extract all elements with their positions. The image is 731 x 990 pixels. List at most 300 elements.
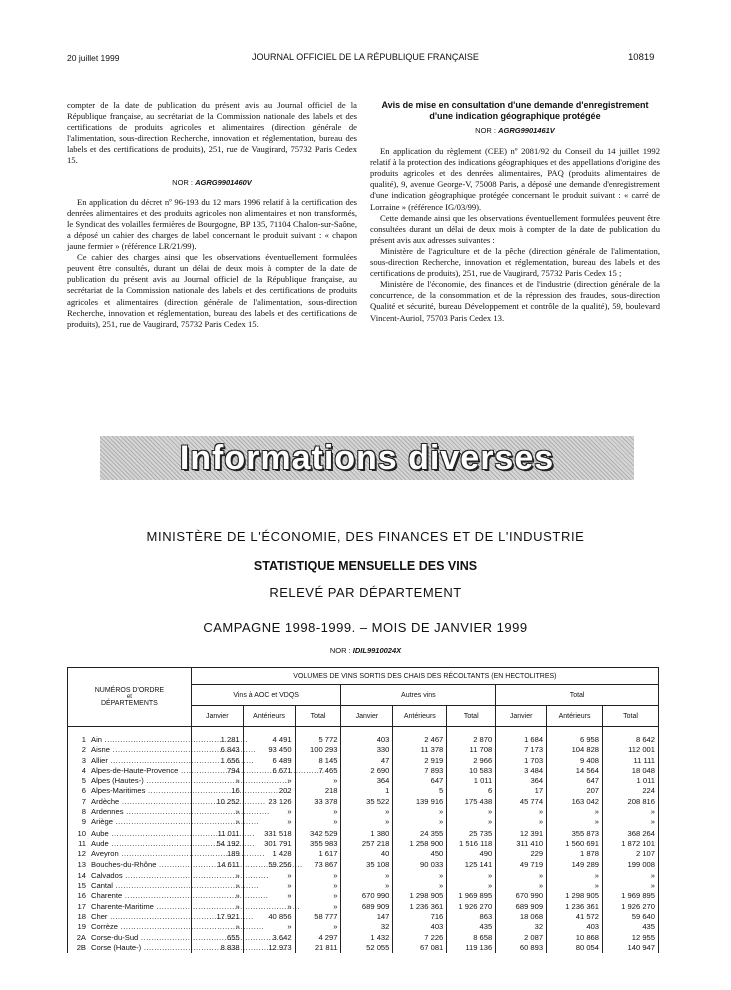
volume-cell: 4 491 bbox=[243, 735, 295, 745]
department-name: Charente-Maritime ..... bbox=[91, 902, 157, 912]
department-name: Ain ..... bbox=[91, 735, 157, 745]
volume-cell: 368 264 bbox=[603, 828, 659, 839]
volume-cell: 18 068 bbox=[496, 912, 547, 922]
department-name: Alpes (Hautes-) ..... bbox=[91, 776, 157, 786]
volume-cell: 12 955 bbox=[603, 933, 659, 943]
volume-cell: 403 bbox=[393, 922, 447, 932]
volume-cell: » bbox=[447, 817, 496, 827]
volume-cell: » bbox=[243, 922, 295, 932]
volume-cell: » bbox=[603, 870, 659, 881]
table-nor-line bbox=[0, 646, 731, 655]
table-row bbox=[68, 797, 659, 807]
department-cell bbox=[68, 807, 192, 817]
table-row bbox=[68, 745, 659, 755]
volume-cell: 60 893 bbox=[496, 943, 547, 953]
volume-cell: 1 428 bbox=[243, 849, 295, 859]
volume-cell: 1 298 905 bbox=[393, 891, 447, 901]
volume-cell: 2 690 bbox=[341, 766, 393, 776]
volume-cell: » bbox=[243, 902, 295, 912]
volume-cell: 311 410 bbox=[496, 839, 547, 849]
department-number: 13 bbox=[77, 859, 86, 869]
department-cell bbox=[68, 870, 192, 881]
department-name: Corse-du-Sud ..... bbox=[91, 933, 157, 943]
volume-cell: 647 bbox=[547, 776, 603, 786]
volume-cell: » bbox=[496, 817, 547, 827]
left-paragraph-3: Ce cahier des charges ainsi que les observations éventuellement formulées peuvent être consultés, durant un délai de deux mois à compter de la date de publication du présent avis au Journal officiel de la République française, au secrétariat de la Commission nationale des labels et des certifications de produits agricoles et alimentaires (direction générale de l'alimentation, sous-direction Recherche, innovation et réglementation, bureau des labels et des certifications de produits), 251, rue de Vaugirard, 75732 Paris Cedex 15. bbox=[67, 252, 357, 329]
department-number: 6 bbox=[81, 786, 86, 796]
volume-cell: 689 909 bbox=[341, 902, 393, 912]
volume-cell: 670 990 bbox=[496, 891, 547, 901]
volume-cell: 33 378 bbox=[295, 797, 341, 807]
department-number: 17 bbox=[77, 901, 86, 911]
table-row bbox=[68, 849, 659, 859]
department-number: 2A bbox=[76, 932, 86, 942]
volume-cell: 2 966 bbox=[447, 756, 496, 766]
table-row bbox=[68, 756, 659, 766]
volume-cell: » bbox=[603, 807, 659, 817]
volume-cell: 9 408 bbox=[547, 756, 603, 766]
volume-cell: 2 107 bbox=[603, 849, 659, 859]
volume-cell: 52 055 bbox=[341, 943, 393, 953]
volume-cell: 23 126 bbox=[243, 797, 295, 807]
right-nor-label: NOR : bbox=[475, 126, 497, 135]
right-paragraph-3: Ministère de l'agriculture et de la pêche (direction générale de l'alimentation, sous-direction Recherche, innovation et réglementation, bureau des labels et des certifications de produits), 251, rue de Vaugirard, 75732 Paris Cedex 15 ; bbox=[370, 245, 660, 279]
volume-cell: » bbox=[341, 817, 393, 827]
volume-cell: » bbox=[295, 776, 341, 786]
volume-cell: 7 226 bbox=[393, 933, 447, 943]
department-cell bbox=[68, 745, 192, 755]
department-name: Aude ..... bbox=[91, 839, 157, 849]
department-number: 2 bbox=[81, 745, 86, 755]
volume-cell: 1 516 118 bbox=[447, 839, 496, 849]
volume-cell: 1 011 bbox=[447, 776, 496, 786]
department-column-header bbox=[68, 668, 192, 727]
department-name: Ardennes ..... bbox=[91, 807, 157, 817]
volume-cell: 670 990 bbox=[341, 891, 393, 901]
volume-cell: 6 843 bbox=[191, 745, 243, 755]
volume-cell: 355 873 bbox=[547, 828, 603, 839]
volume-cell: 257 218 bbox=[341, 839, 393, 849]
volume-cell: 35 108 bbox=[341, 860, 393, 870]
table-row bbox=[68, 912, 659, 922]
volume-cell: 301 791 bbox=[243, 839, 295, 849]
volume-cell: » bbox=[496, 807, 547, 817]
volume-cell: 4 297 bbox=[295, 933, 341, 943]
department-cell bbox=[68, 881, 192, 891]
subheader-janvier: Janvier bbox=[341, 706, 393, 727]
volume-cell: 67 081 bbox=[393, 943, 447, 953]
volume-cell: 45 774 bbox=[496, 797, 547, 807]
volume-cell: » bbox=[295, 870, 341, 881]
table-nor-code: IDIL9910024X bbox=[352, 646, 402, 655]
volume-cell: 364 bbox=[496, 776, 547, 786]
subheader-anterieurs: Antérieurs bbox=[547, 706, 603, 727]
statistics-subtitle: RELEVÉ PAR DÉPARTEMENT bbox=[269, 585, 462, 600]
right-column bbox=[370, 100, 660, 324]
volume-cell: » bbox=[603, 817, 659, 827]
volume-cell: 8 642 bbox=[603, 735, 659, 745]
volume-cell: 208 816 bbox=[603, 797, 659, 807]
volume-cell: 3 642 bbox=[243, 933, 295, 943]
department-cell bbox=[68, 756, 192, 766]
volume-cell: 647 bbox=[393, 776, 447, 786]
volume-cell: » bbox=[547, 870, 603, 881]
department-number: 14 bbox=[77, 870, 86, 880]
volume-cell: 100 293 bbox=[295, 745, 341, 755]
department-cell bbox=[68, 817, 192, 827]
volume-cell: » bbox=[191, 891, 243, 901]
volume-cell: 147 bbox=[341, 912, 393, 922]
volume-cell: 435 bbox=[447, 922, 496, 932]
volume-cell: » bbox=[243, 870, 295, 881]
volume-cell: » bbox=[243, 776, 295, 786]
volume-cell: » bbox=[496, 870, 547, 881]
table-row bbox=[68, 891, 659, 901]
subheader-janvier: Janvier bbox=[496, 706, 547, 727]
volume-cell: 1 bbox=[341, 786, 393, 796]
volume-cell: 73 867 bbox=[295, 860, 341, 870]
volume-cell: 403 bbox=[341, 735, 393, 745]
department-name: Cantal ..... bbox=[91, 881, 157, 891]
department-name: Alpes-Maritimes ..... bbox=[91, 786, 157, 796]
volume-cell: 59 256 bbox=[243, 860, 295, 870]
department-number: 7 bbox=[81, 796, 86, 806]
volume-cell: 17 921 bbox=[191, 912, 243, 922]
department-number: 10 bbox=[77, 828, 86, 838]
volume-cell: » bbox=[295, 922, 341, 932]
volume-cell: 139 916 bbox=[393, 797, 447, 807]
department-cell bbox=[68, 860, 192, 870]
volume-cell: 163 042 bbox=[547, 797, 603, 807]
volume-cell: 7 173 bbox=[496, 745, 547, 755]
volume-cell: 32 bbox=[496, 922, 547, 932]
department-name: Allier ..... bbox=[91, 756, 157, 766]
department-cell bbox=[68, 839, 192, 849]
volume-cell: 18 048 bbox=[603, 766, 659, 776]
table-row bbox=[68, 902, 659, 912]
volume-cell: 1 236 361 bbox=[393, 902, 447, 912]
volume-cell: » bbox=[341, 881, 393, 891]
volume-cell: » bbox=[295, 881, 341, 891]
department-name: Aveyron ..... bbox=[91, 849, 157, 859]
table-nor-label: NOR : bbox=[329, 646, 351, 655]
volume-cell: 189 bbox=[191, 849, 243, 859]
volume-cell: 2 870 bbox=[447, 735, 496, 745]
department-cell bbox=[68, 849, 192, 859]
volume-cell: 16 bbox=[191, 786, 243, 796]
volume-cell: 355 983 bbox=[295, 839, 341, 849]
department-cell bbox=[68, 766, 192, 776]
table-row bbox=[68, 766, 659, 776]
volume-cell: 8 658 bbox=[447, 933, 496, 943]
volume-cell: 1 617 bbox=[295, 849, 341, 859]
volume-cell: 1 969 895 bbox=[447, 891, 496, 901]
department-cell bbox=[68, 786, 192, 796]
volume-cell: » bbox=[191, 881, 243, 891]
volume-cell: 175 438 bbox=[447, 797, 496, 807]
volume-cell: 7 465 bbox=[295, 766, 341, 776]
group-header-aoc: Vins à AOC et VDQS bbox=[191, 685, 341, 706]
volume-cell: 47 bbox=[341, 756, 393, 766]
volume-cell: » bbox=[393, 817, 447, 827]
department-number: 4 bbox=[81, 765, 86, 775]
subheader-total: Total bbox=[603, 706, 659, 727]
department-number: 5 bbox=[81, 776, 86, 786]
volume-cell: » bbox=[191, 817, 243, 827]
department-cell bbox=[68, 797, 192, 807]
department-name: Ariège ..... bbox=[91, 817, 157, 827]
department-cell bbox=[68, 891, 192, 901]
volume-cell: » bbox=[295, 902, 341, 912]
volume-cell: 403 bbox=[547, 922, 603, 932]
volume-cell: » bbox=[341, 807, 393, 817]
volume-cell: » bbox=[447, 881, 496, 891]
volume-cell: » bbox=[191, 922, 243, 932]
department-number: 15 bbox=[77, 881, 86, 891]
department-cell bbox=[68, 933, 192, 943]
volume-cell: » bbox=[243, 881, 295, 891]
table-body bbox=[68, 727, 659, 954]
dept-header-line-3: DÉPARTEMENTS bbox=[100, 700, 158, 707]
volume-cell: » bbox=[393, 870, 447, 881]
volume-cell: 125 141 bbox=[447, 860, 496, 870]
group-header-other: Autres vins bbox=[341, 685, 496, 706]
table-row bbox=[68, 870, 659, 881]
volume-cell: 490 bbox=[447, 849, 496, 859]
volume-cell: 1 878 bbox=[547, 849, 603, 859]
volume-cell: » bbox=[447, 870, 496, 881]
volume-cell: 1 703 bbox=[496, 756, 547, 766]
volume-cell: 149 289 bbox=[547, 860, 603, 870]
volume-cell: 655 bbox=[191, 933, 243, 943]
table-row bbox=[68, 817, 659, 827]
left-column bbox=[67, 100, 357, 330]
subheader-total: Total bbox=[295, 706, 341, 727]
header-date: 20 juillet 1999 bbox=[67, 53, 120, 63]
volume-cell: 58 777 bbox=[295, 912, 341, 922]
volume-cell: 59 640 bbox=[603, 912, 659, 922]
department-number: 18 bbox=[77, 912, 86, 922]
volume-cell: 12 391 bbox=[496, 828, 547, 839]
volume-cell: 364 bbox=[341, 776, 393, 786]
right-nor-line bbox=[370, 125, 660, 136]
volume-cell: » bbox=[191, 870, 243, 881]
volume-cell: 11 011 bbox=[191, 828, 243, 839]
volume-cell: » bbox=[547, 817, 603, 827]
subheader-anterieurs: Antérieurs bbox=[243, 706, 295, 727]
volume-cell: » bbox=[341, 870, 393, 881]
volume-cell: 6 671 bbox=[243, 766, 295, 776]
volume-cell: 342 529 bbox=[295, 828, 341, 839]
volume-cell: 6 489 bbox=[243, 756, 295, 766]
volume-cell: » bbox=[547, 881, 603, 891]
department-number: 8 bbox=[81, 807, 86, 817]
volume-cell: 330 bbox=[341, 745, 393, 755]
volume-cell: 435 bbox=[603, 922, 659, 932]
volume-cell: » bbox=[191, 807, 243, 817]
volume-cell: 863 bbox=[447, 912, 496, 922]
volume-cell: 8 145 bbox=[295, 756, 341, 766]
table-row bbox=[68, 776, 659, 786]
volume-cell: » bbox=[393, 881, 447, 891]
department-cell bbox=[68, 922, 192, 932]
volume-cell: » bbox=[295, 891, 341, 901]
left-nor-code: AGRG9901460V bbox=[195, 177, 252, 187]
subheader-janvier: Janvier bbox=[191, 706, 243, 727]
volume-cell: 1 380 bbox=[341, 828, 393, 839]
department-cell bbox=[68, 943, 192, 953]
volumes-header: VOLUMES DE VINS SORTIS DES CHAIS DES RÉCOLTANTS (EN HECTOLITRES) bbox=[191, 668, 658, 685]
volume-cell: 1 432 bbox=[341, 933, 393, 943]
department-name: Aisne ..... bbox=[91, 745, 157, 755]
department-cell bbox=[68, 735, 192, 745]
volume-cell: 1 011 bbox=[603, 776, 659, 786]
department-cell bbox=[68, 776, 192, 786]
subheader-anterieurs: Antérieurs bbox=[393, 706, 447, 727]
volume-cell: 218 bbox=[295, 786, 341, 796]
right-paragraph-1: En application du règlement (CEE) nº 2081/92 du Conseil du 14 juillet 1992 relatif à la protection des indications géographiques et des appellations d'origine des produits agricoles et des denrées alimentaires, PAQ (produits alimentaires de qualité), 9, avenue George-V, 75008 Paris, a déposé une demande d'enregistrement d'une indication géographique protégée concernant le produit suivant : « carré de Lorraine » (référence IG/03/99). bbox=[370, 146, 660, 212]
volume-cell: » bbox=[393, 807, 447, 817]
volume-cell: 2 087 bbox=[496, 933, 547, 943]
table-row bbox=[68, 881, 659, 891]
volume-cell: 2 467 bbox=[393, 735, 447, 745]
header-journal-title: JOURNAL OFFICIEL DE LA RÉPUBLIQUE FRANÇAISE bbox=[252, 52, 479, 62]
volume-cell: » bbox=[603, 881, 659, 891]
volume-cell: 10 252 bbox=[191, 797, 243, 807]
volume-cell: 93 450 bbox=[243, 745, 295, 755]
volume-cell: » bbox=[243, 817, 295, 827]
table-row bbox=[68, 735, 659, 745]
volume-cell: 1 872 101 bbox=[603, 839, 659, 849]
department-name: Calvados ..... bbox=[91, 871, 157, 881]
volume-cell: 11 708 bbox=[447, 745, 496, 755]
header-page-number: 10819 bbox=[628, 52, 655, 63]
table-row bbox=[68, 922, 659, 932]
campaign-heading: CAMPAGNE 1998-1999. – MOIS DE JANVIER 1999 bbox=[203, 620, 528, 635]
volume-cell: 11 378 bbox=[393, 745, 447, 755]
department-name: Bouches-du-Rhône ..... bbox=[91, 860, 157, 870]
volume-cell: 2 919 bbox=[393, 756, 447, 766]
volume-cell: 17 bbox=[496, 786, 547, 796]
volume-cell: » bbox=[295, 807, 341, 817]
volume-cell: 331 518 bbox=[243, 828, 295, 839]
volume-cell: » bbox=[243, 807, 295, 817]
volume-cell: 5 772 bbox=[295, 735, 341, 745]
volume-cell: 40 bbox=[341, 849, 393, 859]
department-number: 9 bbox=[81, 817, 86, 827]
right-paragraph-2: Cette demande ainsi que les observations éventuellement formulées peuvent être consultées durant un délai de deux mois à compter de la date de publication du présent avis aux adresses suivantes : bbox=[370, 212, 660, 245]
volume-cell: 90 033 bbox=[393, 860, 447, 870]
department-name: Charente ..... bbox=[91, 891, 157, 901]
volume-cell: 1 969 895 bbox=[603, 891, 659, 901]
left-paragraph-2: En application du décret nº 96-193 du 12 mars 1996 relatif à la certification des denrées alimentaires et des produits agricoles non alimentaires et non transformés, le Syndicat des volailles fermières de Bourgogne, BP 135, 71104 Chalon-sur-Saône, a déposé un cahier des charges de label concernant le produit suivant : « chapon jaune fermier » (référence LR/21/99). bbox=[67, 196, 357, 252]
volume-cell: 7 893 bbox=[393, 766, 447, 776]
volume-cell: 41 572 bbox=[547, 912, 603, 922]
table-row bbox=[68, 943, 659, 953]
table-row bbox=[68, 828, 659, 839]
department-number: 16 bbox=[77, 891, 86, 901]
volume-cell: 3 484 bbox=[496, 766, 547, 776]
department-name: Aube ..... bbox=[91, 829, 157, 839]
department-name: Ardèche ..... bbox=[91, 797, 157, 807]
volume-cell: 32 bbox=[341, 922, 393, 932]
volume-cell: 104 828 bbox=[547, 745, 603, 755]
volume-cell: 199 008 bbox=[603, 860, 659, 870]
volume-cell: » bbox=[243, 891, 295, 901]
group-header-total: Total bbox=[496, 685, 659, 706]
department-number: 12 bbox=[77, 849, 86, 859]
department-name: Cher ..... bbox=[91, 912, 157, 922]
volume-cell: 112 001 bbox=[603, 745, 659, 755]
volume-cell: 1 926 270 bbox=[447, 902, 496, 912]
volume-cell: » bbox=[295, 817, 341, 827]
spacer-row bbox=[68, 727, 659, 736]
volume-cell: 10 583 bbox=[447, 766, 496, 776]
volume-cell: 450 bbox=[393, 849, 447, 859]
volume-cell: 6 958 bbox=[547, 735, 603, 745]
department-number: 1 bbox=[81, 735, 86, 744]
notice-title: Avis de mise en consultation d'une demande d'enregistrement d'une indication géographique protégée bbox=[381, 100, 649, 121]
volume-cell: 1 298 905 bbox=[547, 891, 603, 901]
department-number: 19 bbox=[77, 922, 86, 932]
banner-title: Informations diverses bbox=[179, 438, 555, 477]
ministry-heading: MINISTÈRE DE L'ÉCONOMIE, DES FINANCES ET DE L'INDUSTRIE bbox=[146, 529, 585, 544]
left-paragraph-1: compter de la date de publication du présent avis au Journal officiel de la République française, au secrétariat de la Commission nationale des labels et des certifications de produits agricoles et alimentaires (direction générale de l'alimentation, sous-direction Recherche, innovation et réglementation, bureau des labels et des certifications de produits), 251, rue de Vaugirard, 75732 Paris Cedex 15. bbox=[67, 100, 357, 166]
dept-header-line-2: et bbox=[126, 694, 132, 700]
table-row bbox=[68, 839, 659, 849]
volume-cell: 80 054 bbox=[547, 943, 603, 953]
volume-cell: 140 947 bbox=[603, 943, 659, 953]
department-cell bbox=[68, 828, 192, 839]
volume-cell: 1 926 270 bbox=[603, 902, 659, 912]
department-name: Alpes-de-Haute-Provence ..... bbox=[91, 766, 157, 776]
department-name: Corrèze ..... bbox=[91, 922, 157, 932]
department-cell bbox=[68, 912, 192, 922]
table-row bbox=[68, 807, 659, 817]
volume-cell: 207 bbox=[547, 786, 603, 796]
volume-cell: 24 355 bbox=[393, 828, 447, 839]
volume-cell: 716 bbox=[393, 912, 447, 922]
volume-cell: 1 656 bbox=[191, 756, 243, 766]
volume-cell: 1 684 bbox=[496, 735, 547, 745]
volume-cell: » bbox=[191, 776, 243, 786]
volume-cell: » bbox=[496, 881, 547, 891]
volume-cell: 54 192 bbox=[191, 839, 243, 849]
volume-cell: 1 258 900 bbox=[393, 839, 447, 849]
section-banner bbox=[100, 436, 634, 480]
volume-cell: » bbox=[191, 902, 243, 912]
volume-cell: 229 bbox=[496, 849, 547, 859]
department-cell bbox=[68, 902, 192, 912]
volume-cell: 40 856 bbox=[243, 912, 295, 922]
subheader-total: Total bbox=[447, 706, 496, 727]
volume-cell: 35 522 bbox=[341, 797, 393, 807]
dept-header-line-1: NUMÉROS D'ORDRE bbox=[94, 687, 165, 694]
volume-cell: 6 bbox=[447, 786, 496, 796]
volume-cell: 14 611 bbox=[191, 860, 243, 870]
volume-cell: 202 bbox=[243, 786, 295, 796]
department-number: 2B bbox=[76, 942, 86, 952]
volume-cell: 12 973 bbox=[243, 943, 295, 953]
volume-cell: 14 564 bbox=[547, 766, 603, 776]
volume-cell: 119 136 bbox=[447, 943, 496, 953]
volume-cell: 25 735 bbox=[447, 828, 496, 839]
department-number: 3 bbox=[81, 755, 86, 765]
volume-cell: » bbox=[447, 807, 496, 817]
volume-cell: 794 bbox=[191, 766, 243, 776]
volume-cell: 49 719 bbox=[496, 860, 547, 870]
right-paragraph-4: Ministère de l'économie, des finances et de l'industrie (direction générale de la concurrence, de la consommation et de la répression des fraudes, sous-direction Qualité et sécurité, bureau Développement et contrôle de la qualité), 59, boulevard Vincent-Auriol, 75703 Paris Cedex 13. bbox=[370, 279, 660, 323]
